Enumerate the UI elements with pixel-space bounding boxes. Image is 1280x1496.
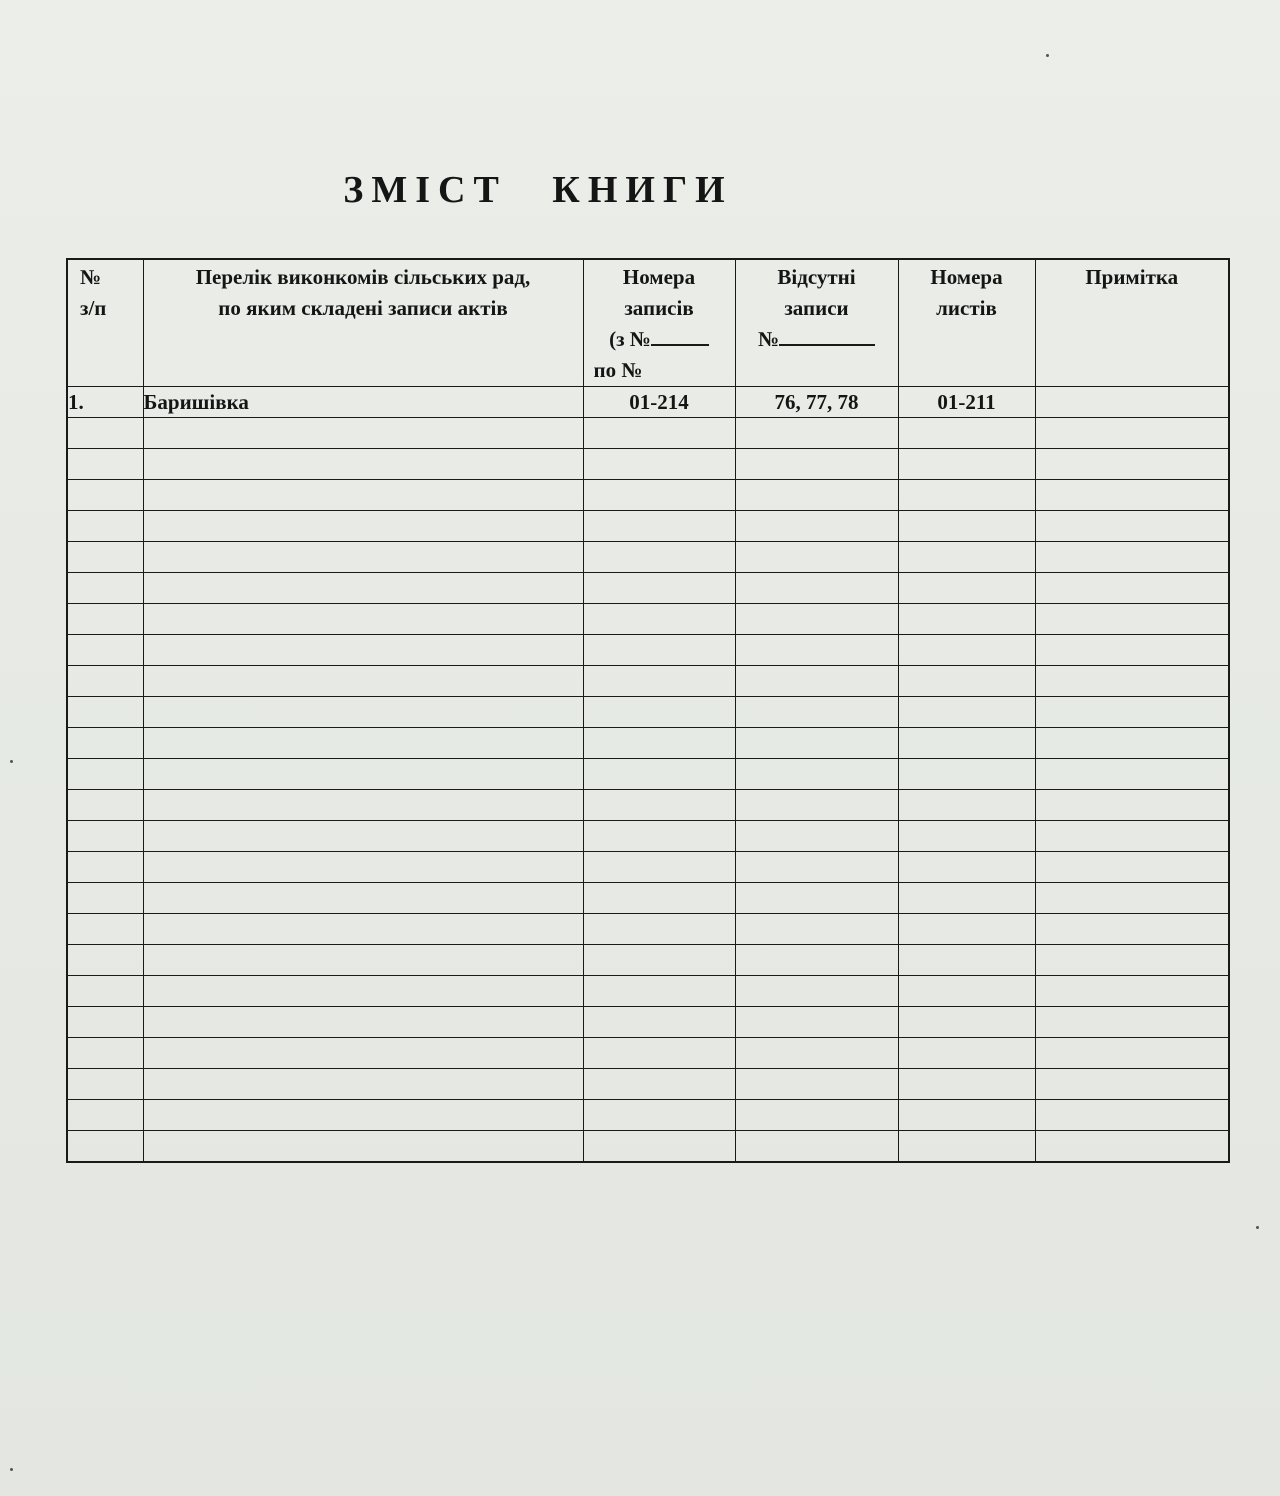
cell-records [583, 542, 735, 573]
cell-records [583, 418, 735, 449]
cell-missing [735, 480, 898, 511]
table-row-empty [67, 821, 1229, 852]
cell-note [1035, 1100, 1229, 1131]
cell-name [143, 759, 583, 790]
cell-name [143, 821, 583, 852]
cell-records [583, 666, 735, 697]
cell-missing [735, 759, 898, 790]
header-sheets [898, 259, 1035, 387]
header-num-line-1: № [80, 265, 102, 289]
table-row-empty [67, 759, 1229, 790]
cell-name [143, 418, 583, 449]
table-row-empty [67, 542, 1229, 573]
cell-missing [735, 1131, 898, 1163]
cell-missing [735, 852, 898, 883]
cell-note [1035, 1131, 1229, 1163]
cell-missing [735, 790, 898, 821]
cell-missing [735, 697, 898, 728]
cell-missing [735, 666, 898, 697]
cell-note [1035, 449, 1229, 480]
page-title: ЗМІСТ КНИГИ [343, 169, 733, 211]
cell-num [67, 1100, 143, 1131]
table-row-empty [67, 1038, 1229, 1069]
cell-missing [735, 418, 898, 449]
missing-blank [779, 326, 875, 346]
cell-records [583, 697, 735, 728]
cell-name: Баришівка [143, 387, 583, 418]
cell-name [143, 511, 583, 542]
cell-sheets [898, 573, 1035, 604]
cell-sheets [898, 1131, 1035, 1163]
cell-missing [735, 945, 898, 976]
cell-sheets [898, 635, 1035, 666]
table-row-empty [67, 449, 1229, 480]
cell-num: 1. [67, 387, 143, 418]
cell-name [143, 1069, 583, 1100]
header-records-line-2: записів [624, 296, 694, 320]
cell-note [1035, 1007, 1229, 1038]
cell-num [67, 1069, 143, 1100]
header-sheets-line-2: листів [936, 296, 997, 320]
table-row-empty [67, 480, 1229, 511]
header-name [143, 259, 583, 387]
cell-note [1035, 759, 1229, 790]
cell-sheets [898, 914, 1035, 945]
header-missing-line-3 [736, 324, 898, 355]
cell-missing [735, 914, 898, 945]
cell-sheets [898, 604, 1035, 635]
cell-records [583, 790, 735, 821]
cell-missing [735, 1007, 898, 1038]
paper-speck [10, 1468, 13, 1471]
cell-note [1035, 728, 1229, 759]
cell-num [67, 852, 143, 883]
cell-records: 01-214 [583, 387, 735, 418]
cell-num [67, 511, 143, 542]
table-row-empty [67, 790, 1229, 821]
cell-missing [735, 1100, 898, 1131]
cell-name [143, 914, 583, 945]
cell-num [67, 635, 143, 666]
cell-note [1035, 387, 1229, 418]
cell-note [1035, 1038, 1229, 1069]
paper-speck [1256, 1226, 1259, 1229]
table-row-empty [67, 1007, 1229, 1038]
cell-records [583, 945, 735, 976]
table-row-empty [67, 697, 1229, 728]
cell-num [67, 573, 143, 604]
cell-name [143, 542, 583, 573]
cell-num [67, 945, 143, 976]
table-body [67, 387, 1229, 1163]
table-row-empty [67, 1100, 1229, 1131]
cell-sheets [898, 1100, 1035, 1131]
cell-records [583, 914, 735, 945]
cell-name [143, 666, 583, 697]
cell-records [583, 821, 735, 852]
cell-records [583, 1131, 735, 1163]
cell-missing: 76, 77, 78 [735, 387, 898, 418]
cell-num [67, 449, 143, 480]
cell-records [583, 1038, 735, 1069]
cell-note [1035, 883, 1229, 914]
header-records-to: по № [593, 358, 643, 382]
cell-num [67, 976, 143, 1007]
cell-note [1035, 604, 1229, 635]
header-row [67, 259, 1229, 387]
cell-sheets [898, 449, 1035, 480]
header-note-line-1: Примітка [1085, 265, 1179, 289]
cell-note [1035, 542, 1229, 573]
cell-records [583, 573, 735, 604]
paper-speck [10, 760, 13, 763]
cell-sheets [898, 697, 1035, 728]
cell-num [67, 914, 143, 945]
header-missing-no: № [757, 327, 780, 351]
table-row-empty [67, 945, 1229, 976]
cell-sheets [898, 666, 1035, 697]
cell-missing [735, 1069, 898, 1100]
header-records-from: (з № [609, 327, 651, 351]
cell-num [67, 666, 143, 697]
cell-num [67, 790, 143, 821]
header-name-line-1: Перелік виконкомів сільських рад, [195, 265, 531, 289]
cell-name [143, 1100, 583, 1131]
cell-name [143, 573, 583, 604]
header-missing-line-1: Відсутні [777, 265, 856, 289]
cell-missing [735, 573, 898, 604]
cell-note [1035, 666, 1229, 697]
cell-num [67, 728, 143, 759]
cell-sheets [898, 1007, 1035, 1038]
cell-missing [735, 1038, 898, 1069]
cell-records [583, 1100, 735, 1131]
cell-note [1035, 914, 1229, 945]
cell-sheets [898, 976, 1035, 1007]
cell-sheets [898, 542, 1035, 573]
cell-name [143, 790, 583, 821]
cell-num [67, 1131, 143, 1163]
cell-note [1035, 821, 1229, 852]
cell-num [67, 759, 143, 790]
table-row-empty [67, 852, 1229, 883]
header-records-line-4 [584, 355, 735, 386]
cell-sheets [898, 821, 1035, 852]
cell-missing [735, 821, 898, 852]
cell-name [143, 604, 583, 635]
cell-note [1035, 635, 1229, 666]
cell-sheets [898, 790, 1035, 821]
table-row-empty [67, 914, 1229, 945]
cell-records [583, 852, 735, 883]
cell-note [1035, 418, 1229, 449]
cell-note [1035, 573, 1229, 604]
cell-num [67, 1007, 143, 1038]
cell-missing [735, 976, 898, 1007]
cell-num [67, 604, 143, 635]
cell-note [1035, 697, 1229, 728]
cell-name [143, 1131, 583, 1163]
cell-note [1035, 790, 1229, 821]
cell-note [1035, 945, 1229, 976]
cell-name [143, 883, 583, 914]
cell-missing [735, 635, 898, 666]
header-name-line-2: по яким складені записи актів [218, 296, 508, 320]
cell-missing [735, 883, 898, 914]
cell-num [67, 1038, 143, 1069]
cell-num [67, 418, 143, 449]
cell-num [67, 480, 143, 511]
cell-name [143, 449, 583, 480]
cell-num [67, 883, 143, 914]
table-row-empty [67, 511, 1229, 542]
cell-records [583, 511, 735, 542]
header-records [583, 259, 735, 387]
cell-missing [735, 511, 898, 542]
cell-records [583, 759, 735, 790]
cell-sheets [898, 883, 1035, 914]
cell-records [583, 1069, 735, 1100]
cell-missing [735, 542, 898, 573]
cell-sheets [898, 759, 1035, 790]
cell-note [1035, 1069, 1229, 1100]
cell-sheets [898, 1069, 1035, 1100]
cell-sheets [898, 480, 1035, 511]
contents-table [66, 258, 1230, 1163]
cell-name [143, 635, 583, 666]
cell-name [143, 852, 583, 883]
cell-name [143, 728, 583, 759]
table-row-empty [67, 1131, 1229, 1163]
table-row-empty [67, 604, 1229, 635]
table-row-empty [67, 883, 1229, 914]
cell-missing [735, 604, 898, 635]
header-missing [735, 259, 898, 387]
cell-records [583, 728, 735, 759]
table-row-empty [67, 728, 1229, 759]
cell-sheets: 01-211 [898, 387, 1035, 418]
cell-sheets [898, 852, 1035, 883]
cell-records [583, 635, 735, 666]
table-row-empty [67, 976, 1229, 1007]
cell-name [143, 480, 583, 511]
cell-num [67, 542, 143, 573]
cell-records [583, 1007, 735, 1038]
table-row-empty [67, 666, 1229, 697]
cell-name [143, 1038, 583, 1069]
cell-sheets [898, 728, 1035, 759]
cell-name [143, 697, 583, 728]
cell-name [143, 945, 583, 976]
cell-records [583, 604, 735, 635]
cell-note [1035, 852, 1229, 883]
header-missing-line-2: записи [784, 296, 849, 320]
cell-num [67, 821, 143, 852]
cell-records [583, 883, 735, 914]
cell-name [143, 976, 583, 1007]
cell-sheets [898, 945, 1035, 976]
cell-records [583, 480, 735, 511]
records-from-blank [651, 326, 709, 346]
header-records-line-1: Номера [622, 265, 696, 289]
table-row-empty [67, 573, 1229, 604]
table-row-empty [67, 1069, 1229, 1100]
paper-speck [1046, 54, 1049, 57]
header-sheets-line-1: Номера [930, 265, 1003, 289]
header-num-line-2: з/п [80, 296, 107, 320]
table-row-empty [67, 418, 1229, 449]
cell-num [67, 697, 143, 728]
cell-records [583, 976, 735, 1007]
cell-name [143, 1007, 583, 1038]
header-num [67, 259, 143, 387]
cell-note [1035, 480, 1229, 511]
cell-missing [735, 728, 898, 759]
cell-sheets [898, 418, 1035, 449]
cell-sheets [898, 511, 1035, 542]
cell-note [1035, 976, 1229, 1007]
cell-records [583, 449, 735, 480]
cell-missing [735, 449, 898, 480]
table-row [67, 387, 1229, 418]
header-note [1035, 259, 1229, 387]
cell-sheets [898, 1038, 1035, 1069]
table-row-empty [67, 635, 1229, 666]
cell-note [1035, 511, 1229, 542]
header-records-line-3 [584, 324, 735, 355]
